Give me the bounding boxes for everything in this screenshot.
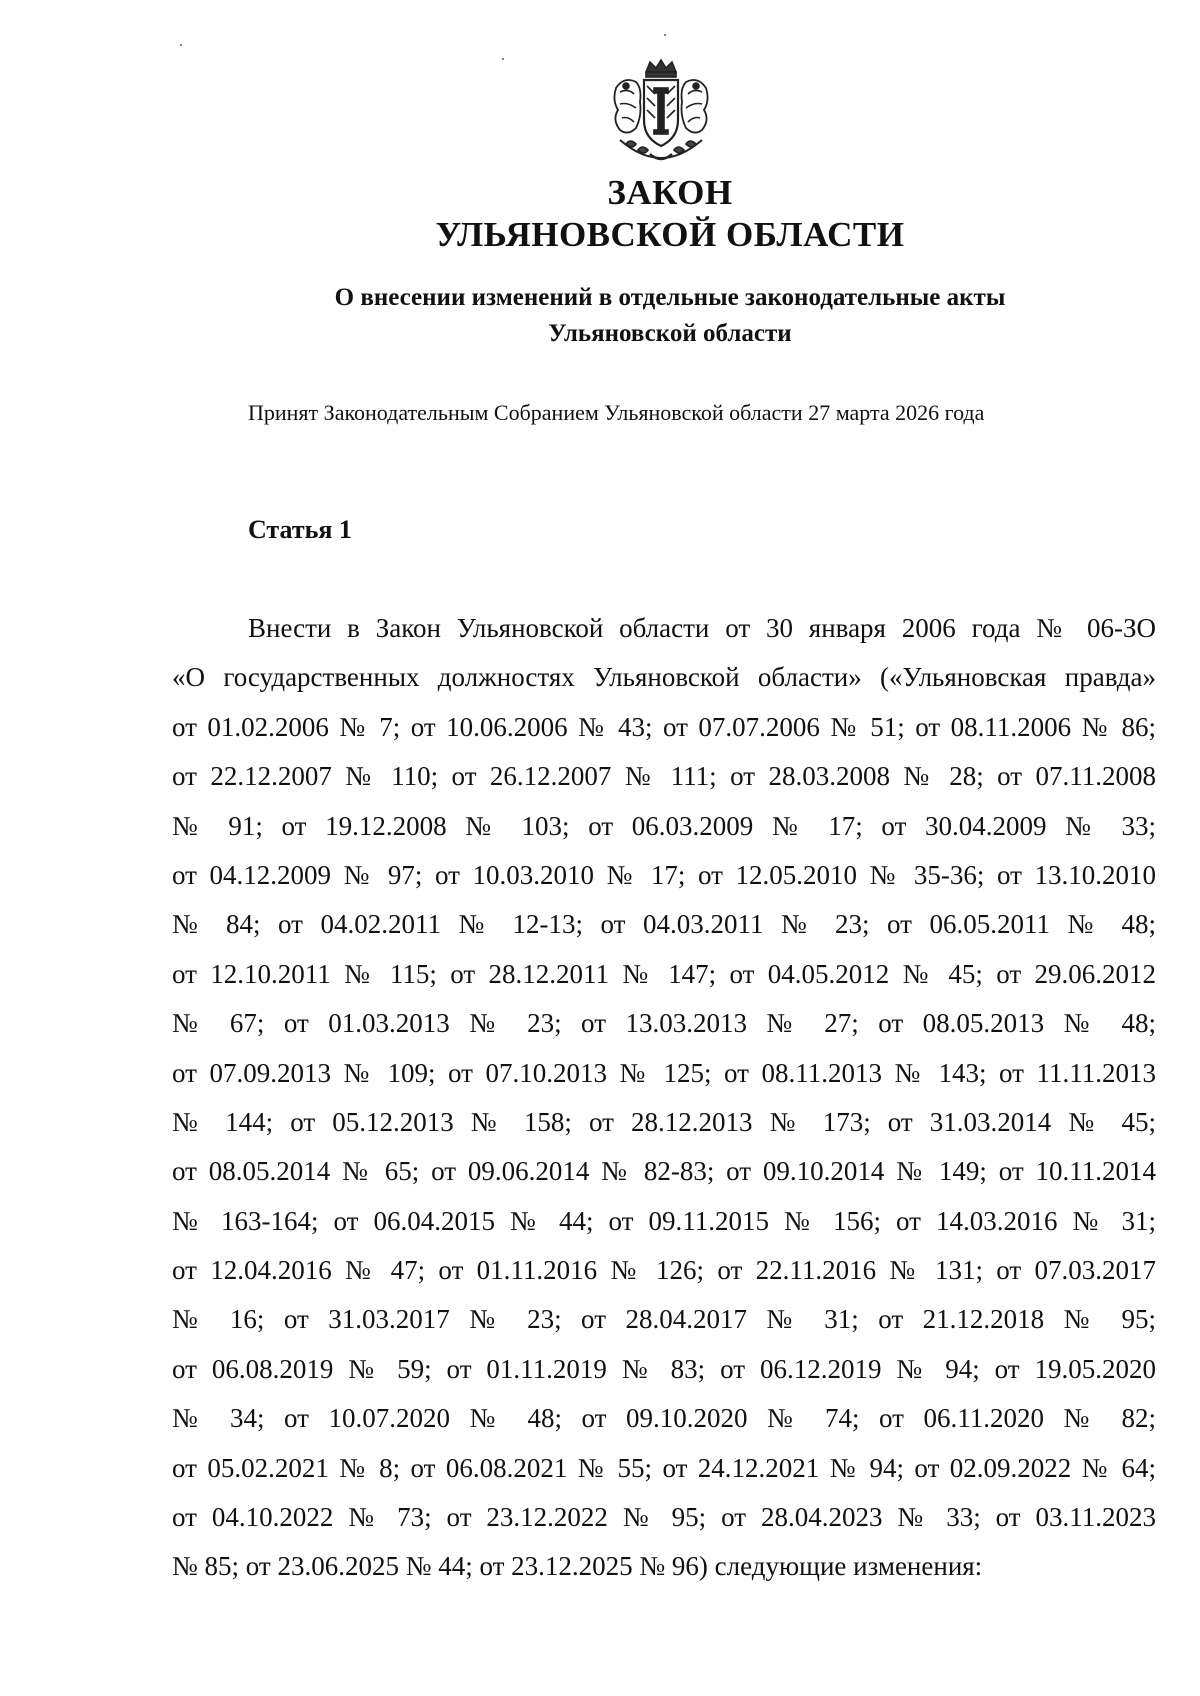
- article-line: «О государственных должностях Ульяновской области» («Ульяновская правда»: [172, 662, 1156, 693]
- law-title-line1: ЗАКОН: [607, 173, 733, 212]
- article-line: № 144; от 05.12.2013 № 158; от 28.12.2013 № 173; от 31.03.2014 № 45;: [172, 1106, 1156, 1137]
- scan-speck: [502, 58, 504, 60]
- article-line: от 22.12.2007 № 110; от 26.12.2007 № 111; от 28.03.2008 № 28; от 07.11.2008: [172, 761, 1156, 792]
- article-line: от 04.10.2022 № 73; от 23.12.2022 № 95; от 28.04.2023 № 33; от 03.11.2023: [172, 1502, 1156, 1533]
- article-line: Внести в Закон Ульяновской области от 30 января 2006 года № 06-ЗО: [248, 613, 1156, 643]
- article-line: от 08.05.2014 № 65; от 09.06.2014 № 82-83; от 09.10.2014 № 149; от 10.11.2014: [172, 1156, 1156, 1187]
- law-subtitle-line1: О внесении изменений в отдельные законодательные акты: [334, 284, 1006, 311]
- article-line: от 06.08.2019 № 59; от 01.11.2019 № 83; от 06.12.2019 № 94; от 19.05.2020: [172, 1353, 1156, 1384]
- article-line: от 04.12.2009 № 97; от 10.03.2010 № 17; от 12.05.2010 № 35-36; от 13.10.2010: [172, 859, 1156, 890]
- article-line: № 163-164; от 06.04.2015 № 44; от 09.11.2015 № 156; от 14.03.2016 № 31;: [172, 1205, 1156, 1236]
- article-line: № 84; от 04.02.2011 № 12-13; от 04.03.2011 № 23; от 06.05.2011 № 48;: [172, 909, 1156, 940]
- article-line: от 05.02.2021 № 8; от 06.08.2021 № 55; от 24.12.2021 № 94; от 02.09.2022 № 64;: [172, 1452, 1156, 1483]
- article-line: от 12.04.2016 № 47; от 01.11.2016 № 126; от 22.11.2016 № 131; от 07.03.2017: [172, 1255, 1156, 1286]
- scan-speck: [180, 44, 182, 46]
- article-line: от 12.10.2011 № 115; от 28.12.2011 № 147; от 04.05.2012 № 45; от 29.06.2012: [172, 958, 1156, 989]
- scan-speck: [664, 34, 666, 36]
- article-line: от 07.09.2013 № 109; от 07.10.2013 № 125; от 08.11.2013 № 143; от 11.11.2013: [172, 1057, 1156, 1088]
- adoption-statement: Принят Законодательным Собранием Ульяновской области 27 марта 2026 года: [248, 400, 985, 425]
- article-heading: Статья 1: [248, 515, 352, 544]
- law-title-line2: УЛЬЯНОВСКОЙ ОБЛАСТИ: [435, 215, 905, 254]
- article-line: № 34; от 10.07.2020 № 48; от 09.10.2020 № 74; от 06.11.2020 № 82;: [172, 1403, 1156, 1434]
- law-title: [0, 172, 1200, 256]
- article-line: от 01.02.2006 № 7; от 10.06.2006 № 43; от 07.07.2006 № 51; от 08.11.2006 № 86;: [172, 711, 1156, 742]
- article-body: [172, 604, 1156, 1592]
- law-subtitle-line2: Ульяновской области: [548, 320, 792, 347]
- law-subtitle: [0, 280, 1200, 352]
- article-line: № 85; от 23.06.2025 № 44; от 23.12.2025 № 96) следующие изменения:: [172, 1551, 983, 1582]
- article-line: № 67; от 01.03.2013 № 23; от 13.03.2013 № 27; от 08.05.2013 № 48;: [172, 1008, 1156, 1039]
- article-line: № 16; от 31.03.2017 № 23; от 28.04.2017 № 31; от 21.12.2018 № 95;: [172, 1304, 1156, 1335]
- article-line: № 91; от 19.12.2008 № 103; от 06.03.2009 № 17; от 30.04.2009 № 33;: [172, 810, 1156, 841]
- coat-of-arms-icon: [606, 58, 716, 168]
